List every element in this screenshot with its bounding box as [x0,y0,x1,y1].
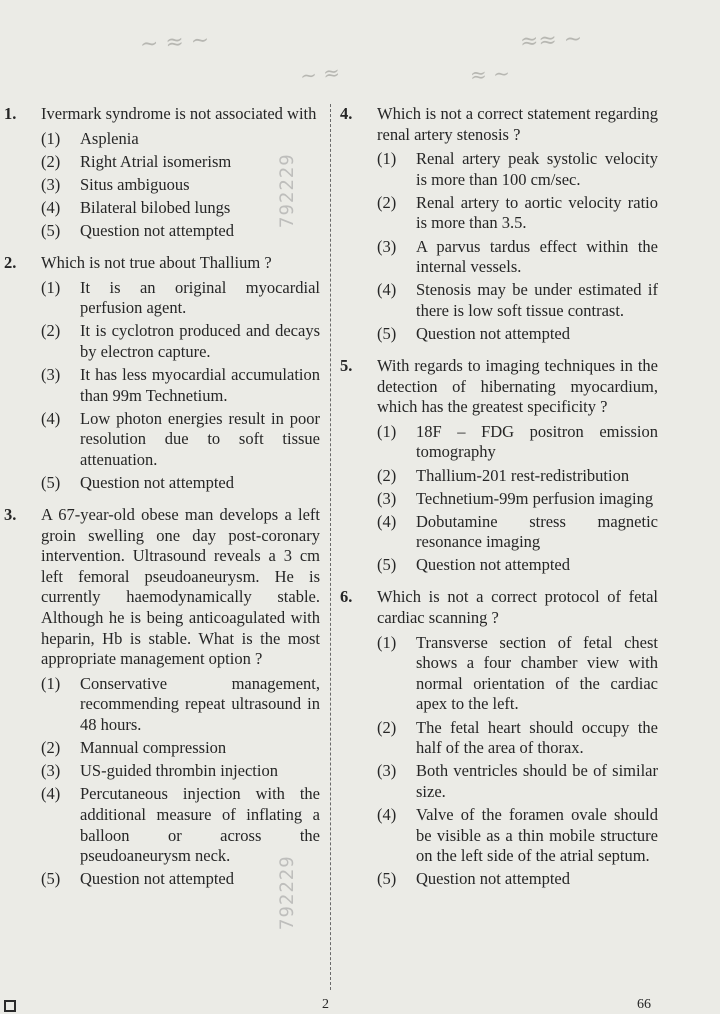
option-text: Question not attempted [416,323,570,343]
option[interactable] [377,805,658,867]
option-number: (4) [377,804,397,824]
option-text: Both ventricles should be of similar size. [416,761,658,801]
option-number: (1) [41,277,61,297]
option[interactable] [41,761,320,782]
option-number: (5) [41,220,61,240]
column-divider [330,104,331,990]
option-number: (2) [377,717,397,737]
option[interactable] [41,473,320,494]
handwritten-scribble: ≈ ~ [469,60,511,88]
option[interactable] [377,237,658,278]
option-number: (3) [377,761,397,781]
option-text: Question not attempted [416,869,570,889]
option-text: Technetium-99m perfusion imaging [416,488,654,508]
option-text: Question not attempted [416,555,570,575]
option-text: It has less myocardial accumulation than 99m Technetium. [80,365,320,405]
handwritten-scribble: ~ ≈ [298,59,342,89]
option-text: US-guided thrombin injection [80,761,278,781]
option-text: Situs ambiguous [80,174,190,194]
option-text: The fetal heart should occupy the half of the area of thorax. [416,717,658,758]
question-number: 2. [4,253,17,273]
option-text: 18F – FDG positron emission tomography [416,421,658,462]
option-text: Question not attempted [80,869,234,889]
left-column [4,104,320,901]
option-number: (3) [377,236,397,256]
question-2 [4,253,320,496]
option-text: Stenosis may be under estimated if there is low soft tissue contrast. [416,280,658,320]
option[interactable] [377,466,658,487]
question-text: Which is not a correct statement regarding renal artery stenosis ? [377,104,658,144]
question-number: 3. [4,505,17,525]
option-number: (2) [377,192,397,212]
option[interactable] [41,409,320,471]
option-number: (1) [41,128,61,148]
option[interactable] [377,869,658,890]
option-text: Dobutamine stress magnetic resonance imaging [416,511,658,552]
question-number: 4. [340,104,353,123]
option[interactable] [41,365,320,406]
question-text: A 67-year-old obese man develops a left groin swelling one day post-coronary intervention. Ultrasound reveals a 3 cm left femoral pseudoaneurysm. He is currently haemodynamically stable. Although he is being anticoagulated with heparin, Hb is stable. What is the most appropriate management option ? [41,505,320,669]
option[interactable] [41,784,320,866]
handwritten-scribble: ~ ≈ ~ [139,27,211,58]
serial-stamp: 792229 [276,855,298,930]
option-text: Mannual compression [80,738,227,758]
option[interactable] [377,489,658,510]
option-text: Question not attempted [80,220,234,240]
corner-square-mark [4,1000,16,1012]
option-number: (1) [377,149,397,169]
option-number: (3) [41,174,61,194]
option-number: (4) [41,197,61,217]
option-text: Thallium-201 rest-redistribution [416,465,630,485]
option[interactable] [377,422,658,463]
option-number: (2) [377,465,397,485]
option-number: (1) [41,673,61,693]
question-4 [340,104,658,347]
option[interactable] [41,674,320,736]
option-number: (2) [41,151,61,171]
option[interactable] [41,321,320,362]
option-number: (4) [377,280,397,300]
option-text: Conservative management, recommending repeat ultrasound in 48 hours. [80,673,320,735]
question-number: 5. [340,356,353,376]
handwritten-scribble: ≈≈ ~ [519,26,583,55]
question-text: Which is not a correct protocol of fetal cardiac scanning ? [377,587,658,628]
page-header [0,0,720,100]
option[interactable] [41,129,320,150]
option-number: (2) [41,321,61,341]
option-text: Question not attempted [80,473,234,492]
option-number: (4) [41,408,61,428]
question-text: With regards to imaging techniques in the detection of hibernating myocardium, which has the greatest specificity ? [377,356,658,417]
option-text: Asplenia [80,128,139,148]
option-number: (4) [41,784,61,804]
option[interactable] [377,761,658,802]
serial-stamp: 792229 [276,153,298,228]
option[interactable] [41,278,320,319]
option-text: Renal artery to aortic velocity ratio is more than 3.5. [416,192,658,233]
option-number: (5) [41,869,61,889]
booklet-code: 66 [637,997,651,1012]
option-number: (5) [377,869,397,889]
option[interactable] [377,324,658,345]
option[interactable] [41,738,320,759]
option-text: Percutaneous injection with the additional measure of inflating a balloon or across the pseudoaneurysm neck. [80,784,320,866]
option[interactable] [377,149,658,190]
question-6 [340,587,658,892]
option-number: (1) [377,632,397,652]
page-number: 2 [322,997,329,1012]
option[interactable] [377,193,658,234]
option-number: (3) [41,365,61,385]
option-number: (2) [41,738,61,758]
option-number: (1) [377,421,397,441]
question-3 [4,505,320,892]
option-number: (5) [41,473,61,492]
option[interactable] [377,718,658,759]
option-text: Valve of the foramen ovale should be visible as a thin mobile structure on the left side of the atrial septum. [416,804,658,866]
option-number: (5) [377,555,397,575]
option-text: It is an original myocardial perfusion agent. [80,277,320,318]
option-number: (3) [377,488,397,508]
option-text: Transverse section of fetal chest shows a four chamber view with normal orientation of the cardiac apex to the left. [416,632,658,714]
option[interactable] [377,280,658,321]
question-text: Which is not true about Thallium ? [41,253,272,273]
question-number: 6. [340,587,353,607]
question-number: 1. [4,104,17,123]
option[interactable] [377,633,658,715]
option-number: (4) [377,511,397,531]
option-text: Renal artery peak systolic velocity is more than 100 cm/sec. [416,149,658,189]
question-1 [4,104,320,244]
option-text: Right Atrial isomerism [80,151,232,171]
option[interactable] [377,555,658,576]
option-number: (5) [377,323,397,343]
option-text: Low photon energies result in poor resolution due to soft tissue attenuation. [80,408,320,469]
option[interactable] [377,512,658,553]
option-text: Bilateral bilobed lungs [80,197,231,217]
page-footer [0,994,720,1014]
option-text: A parvus tardus effect within the internal vessels. [416,236,658,277]
question-5 [340,356,658,578]
question-text: Ivermark syndrome is not associated with [41,104,317,123]
right-column [340,104,658,901]
option-text: It is cyclotron produced and decays by electron capture. [80,321,320,361]
option-number: (3) [41,761,61,781]
